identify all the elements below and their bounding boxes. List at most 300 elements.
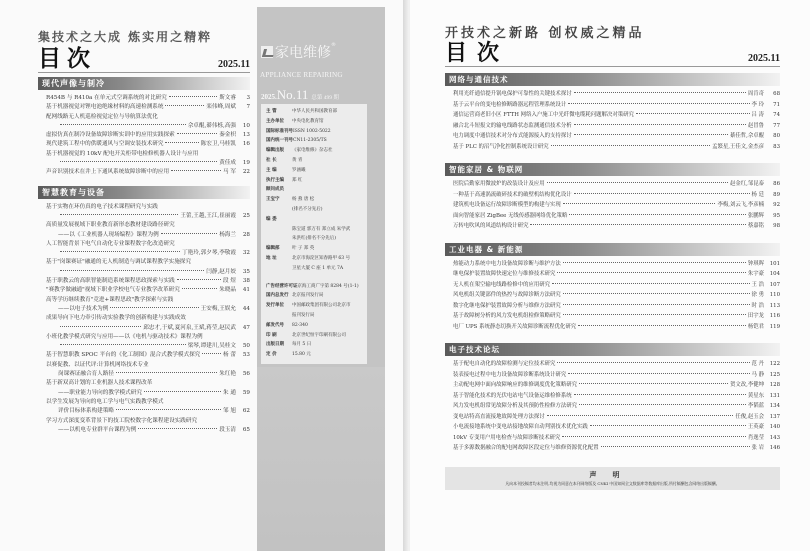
leader-dots <box>547 182 728 183</box>
entry-authors: 丁艳玲,郭夕琴,李敬霞 <box>182 250 236 257</box>
entry-title: 基于多源数据融合的配电网故障区段定位与维修资源优化配置 <box>453 445 599 451</box>
entry-title: 配网线路无人机巡检视觉定位与导航算法优化 <box>46 113 158 120</box>
toc-entry[interactable] <box>453 259 780 270</box>
toc-entry[interactable] <box>453 100 780 111</box>
entry-authors: 王英豪 <box>747 424 764 430</box>
toc-entry[interactable] <box>453 290 780 301</box>
toc-entry[interactable] <box>46 103 250 112</box>
entry-page: 119 <box>769 323 780 330</box>
entry-row <box>46 94 250 103</box>
entry-row <box>46 398 250 407</box>
entry-page: 71 <box>773 101 780 108</box>
leader-dots <box>171 170 221 171</box>
info-row <box>266 350 362 360</box>
entry-row <box>453 110 780 121</box>
entry-page: 125 <box>769 371 780 378</box>
info-value: 卫星大厦 C 座 1 单元 7A <box>292 265 344 271</box>
entry-page: 128 <box>769 382 780 388</box>
issue-no: No.11 <box>276 87 309 102</box>
entry-page: 68 <box>773 91 780 97</box>
entry-authors: 邹 旭 <box>223 408 236 415</box>
info-label: 王宝宁 <box>266 197 280 203</box>
info-value: 叶 子 郑 英 <box>292 246 315 252</box>
info-row <box>266 176 362 186</box>
toc-entry[interactable] <box>453 370 780 381</box>
toc-entry[interactable] <box>46 131 250 140</box>
leader-dots <box>161 233 218 234</box>
toc-entry[interactable] <box>453 359 780 370</box>
toc-entry[interactable] <box>46 221 250 240</box>
entry-row <box>453 259 780 270</box>
info-label: 主办单位 <box>266 118 284 124</box>
entry-row <box>46 296 250 305</box>
info-row <box>266 301 362 311</box>
info-value: 陈宝道 郭万有 郑立成 朱学武 <box>292 226 351 232</box>
leader-dots <box>579 404 746 405</box>
entry-title: 通信运营商老旧小区 FTTH 网络入户施工中光纤微电缆耗问题解决对策研究 <box>453 112 634 118</box>
info-label: 国内总发行 <box>266 293 289 299</box>
entry-authors: 闫静,赵月姣 <box>206 268 236 275</box>
entry-page: 13 <box>242 132 250 139</box>
leader-dots <box>60 161 217 162</box>
toc-entry[interactable] <box>453 412 780 423</box>
entry-title: 基于实物在环仿真的电子技术课程研究与实践 <box>46 203 158 210</box>
entry-authors: 赵金红,邹昆泰 <box>729 181 764 187</box>
leader-dots <box>563 314 746 315</box>
entry-page: 3 <box>246 95 250 101</box>
entry-page: 131 <box>769 392 780 399</box>
info-row <box>266 321 362 331</box>
logo-icon <box>261 46 273 58</box>
entry-title: 基于云平台的变电检修断路器远程管理系统设计 <box>453 101 567 108</box>
toc-entry[interactable] <box>46 314 250 333</box>
entry-title: 利用光纤通信提升锅电保护可靠性的关键技术探讨 <box>453 91 572 97</box>
info-value: 北京世纪恒宇印刷有限公司 <box>292 332 346 338</box>
entry-row <box>46 168 250 177</box>
entry-authors: 孟繁星,王佳文,金杰彦 <box>712 143 764 150</box>
info-value: CN11-2305/TS <box>293 138 327 144</box>
entry-title: 基于配电自动化的故障检测与定位技术研究 <box>453 361 556 367</box>
info-row <box>266 205 362 215</box>
entry-title: 成果导向下电力牵引传动实验教学的创新构建与实践成效 <box>46 315 186 322</box>
entry-page: 41 <box>242 287 250 294</box>
toc-entry[interactable] <box>453 89 780 100</box>
info-value: 每月 5 日 <box>292 342 312 348</box>
entry-page: 86 <box>773 181 780 187</box>
entry-row <box>46 342 250 351</box>
entry-page: 89 <box>773 191 780 198</box>
entry-title: 电力调度中通信技术对分布式能源接入的支持探讨 <box>453 133 572 139</box>
info-row <box>266 225 362 235</box>
left-issue-date: 2025.11 <box>218 59 250 70</box>
entry-list <box>38 199 250 439</box>
entry-list <box>38 90 250 182</box>
toc-entry[interactable] <box>453 131 780 142</box>
leader-dots <box>574 193 750 194</box>
entry-authors: 张 岩 <box>751 445 764 451</box>
toc-entry[interactable] <box>46 361 250 380</box>
notice-box <box>445 467 780 490</box>
toc-entry[interactable] <box>46 286 250 295</box>
right-slogan: 开技术之新路 创权威之精品 <box>445 26 645 41</box>
leader-dots <box>569 214 745 215</box>
info-row <box>266 331 362 341</box>
entry-title: 面向智能家居 ZigBee 无线传感器网络优化策略 <box>453 212 568 219</box>
entry-title: 以学生发展为导向的电工学与电气实践教学模式 <box>46 398 164 405</box>
toc-entry[interactable] <box>453 142 780 153</box>
issue-number <box>261 86 339 104</box>
entry-row <box>453 131 780 142</box>
entry-row <box>453 200 780 211</box>
entry-row <box>46 140 250 149</box>
entry-authors: 段玉清 <box>219 426 236 433</box>
entry-row <box>46 286 250 295</box>
entry-authors: 栾伟峰,周斌 <box>206 104 236 111</box>
entry-row <box>453 301 780 312</box>
entry-row <box>46 122 250 131</box>
leader-dots <box>551 145 710 146</box>
entry-title: 主动配电网中面向故障响应的维修调度优化策略研究 <box>453 382 577 388</box>
entry-page: 53 <box>242 352 250 359</box>
toc-entry[interactable] <box>453 401 780 412</box>
toc-entry[interactable] <box>453 211 780 222</box>
entry-authors: 李韬蓝 <box>747 403 764 409</box>
entry-authors: 吕 涛 <box>751 112 764 118</box>
entry-row <box>453 211 780 222</box>
info-row <box>266 215 362 225</box>
entry-row <box>453 269 780 280</box>
entry-row <box>453 190 780 201</box>
entry-page: 44 <box>242 305 250 312</box>
toc-entry[interactable] <box>46 240 250 259</box>
info-value: ISSN 1002-5022 <box>293 128 331 134</box>
entry-list <box>445 356 780 459</box>
entry-authors: 杨铠君 <box>747 323 764 330</box>
entry-page: 28 <box>242 231 250 238</box>
entry-row <box>46 417 250 426</box>
entry-authors: 黄佳成 <box>219 160 236 167</box>
leader-dots <box>60 270 204 271</box>
info-label: 地 址 <box>266 255 277 261</box>
info-row <box>266 136 362 146</box>
entry-authors: 朱红艳 <box>219 371 236 378</box>
leader-dots <box>60 326 141 327</box>
entry-page: 116 <box>769 313 780 319</box>
entry-title: 基于智能化技术的光伏电站电气设备运维检修系统 <box>453 392 572 399</box>
entry-authors: 李 玲 <box>751 101 764 108</box>
leader-dots <box>557 362 749 363</box>
entry-title: 建筑机电设备运行故障诊断模型的构建与实现 <box>453 202 561 208</box>
leader-dots <box>562 436 745 437</box>
entry-page: 47 <box>242 324 250 331</box>
entry-page: 62 <box>242 408 250 415</box>
entry-page: 146 <box>769 445 780 451</box>
leader-dots <box>60 251 180 252</box>
entry-row <box>46 203 250 212</box>
info-label: 执行主编 <box>266 177 284 183</box>
entry-authors: 朱 通 <box>223 389 236 396</box>
entry-title: ——职业能力导向的教学模式研究 <box>58 389 142 396</box>
toc-entry[interactable] <box>46 168 250 177</box>
entry-title: 数字化继电保护装置故障分析与维修方法研究 <box>453 302 561 309</box>
toc-entry[interactable] <box>453 391 780 402</box>
leader-dots <box>138 428 217 429</box>
entry-page: 25 <box>242 212 250 219</box>
leader-dots <box>530 224 745 225</box>
toc-entry[interactable] <box>453 311 780 322</box>
entry-title: 热能动力系统中电力设备故障诊断与维护方法 <box>453 260 561 267</box>
toc-entry[interactable] <box>46 258 250 277</box>
entry-title: ——以电子技术为例 <box>58 305 109 312</box>
info-row <box>266 264 362 274</box>
right-toc <box>445 22 780 490</box>
leader-dots <box>563 304 750 305</box>
entry-page: 137 <box>769 413 780 420</box>
entry-row <box>46 268 250 277</box>
entry-title: 基于 PLC 的沼气净化控制系统设计研究 <box>453 143 549 150</box>
info-label: 国内统一刊号 <box>266 138 293 144</box>
toc-entry[interactable] <box>46 398 250 417</box>
info-row <box>266 340 362 350</box>
info-label: 社 长 <box>266 157 277 163</box>
entry-title: 高等学历继续教育"竞进+课程思政"教学探索与实践 <box>46 296 174 303</box>
entry-title: 现代建筑工程中的供暖通风与空调安装技术研究 <box>46 141 164 148</box>
info-label: 主 编 <box>266 167 277 173</box>
entry-authors: 周肯奇 <box>747 91 764 97</box>
notice-text: 凡向本刊投稿者均未注明,均视为同意在本刊网络版及 CNKI 中国知网全文数据库等数据库出版,所付稿酬包含网络出版稿酬。 <box>505 480 720 486</box>
entry-title: 以赛促教、以证代评:计算机网络技术专业 <box>46 361 149 368</box>
entry-authors: 蔡嘉铭 <box>747 223 764 229</box>
info-value: 罗涵曦 <box>292 167 306 173</box>
entry-title: 虚拟仿真在制冷设备故障诊断实训中的应用实践探索 <box>46 132 175 139</box>
toc-entry[interactable] <box>46 94 250 103</box>
entry-authors: 朱晓晶 <box>219 287 236 294</box>
info-value: 报刊发行局 <box>292 312 315 318</box>
info-value: 中央电化教育馆 <box>292 118 324 124</box>
entry-row <box>453 311 780 322</box>
registered-mark: ® <box>331 42 336 48</box>
entry-row <box>46 305 250 314</box>
info-label: 定 价 <box>266 352 277 358</box>
toc-entry[interactable] <box>453 301 780 312</box>
entry-title: 融合北斗短报文的输电线路状态监测通信技术分析 <box>453 122 572 129</box>
notice-title: 声明 <box>589 470 636 479</box>
entry-row <box>453 100 780 111</box>
english-title: APPLIANCE REPAIRING <box>260 71 343 79</box>
masthead-lower-panel <box>257 367 385 551</box>
entry-title: 学习方式深度变革背景下的技工院校数字化课程建设实践研究 <box>46 417 198 424</box>
entry-authors: 王安梅,王娱允 <box>200 305 236 312</box>
entry-authors: 张鹏辉 <box>747 212 764 219</box>
info-row <box>266 166 362 176</box>
entry-authors: 田宇龙 <box>747 313 764 319</box>
entry-authors: 佘卓醌,綦伟栎,高强 <box>187 122 236 129</box>
entry-authors: 马 静 <box>751 371 764 378</box>
info-value: 京海工商广字第 8284 号(1-1) <box>297 283 359 289</box>
toc-entry[interactable] <box>453 380 780 391</box>
toc-entry[interactable] <box>46 351 250 360</box>
entry-row <box>46 249 250 258</box>
info-value: 82-340 <box>292 322 308 328</box>
entry-page: 101 <box>769 260 780 267</box>
info-value: (排名不分先后) <box>292 206 323 212</box>
entry-title: 小班化教学模式研究与应用——以《电机与驱动技术》课程为例 <box>46 333 203 340</box>
entry-page: 140 <box>769 424 780 430</box>
entry-list <box>445 176 780 237</box>
masthead-panel <box>257 7 385 551</box>
leader-dots <box>574 92 746 93</box>
toc-entry[interactable] <box>46 296 250 315</box>
entry-title: ——以机电专业群平台课程为例 <box>58 426 137 433</box>
entry-authors: 斯文睿 <box>219 95 236 101</box>
entry-row <box>46 212 250 221</box>
entry-title: 电厂 UPS 系统静态切换开关故障诊断流程优化研究 <box>453 323 577 330</box>
entry-row <box>453 412 780 423</box>
info-label: 广告经营许可证 <box>266 283 298 289</box>
leader-dots <box>177 133 218 134</box>
entry-title: 基于"岗课赛证"融通的无人机制造与调试课程教学实施探究 <box>46 259 191 266</box>
entry-title: 基于职教云的高职智能制造系统课程思政探索与实践 <box>46 278 175 285</box>
section-header: 电子技术论坛 <box>445 343 780 356</box>
toc-entry[interactable] <box>453 121 780 132</box>
entry-page: 38 <box>242 278 250 285</box>
entry-title: 小电流接地系统中变电站接地故障自动判别技术优化实践 <box>453 424 588 430</box>
leader-dots <box>574 134 728 135</box>
entry-title: 人工智能背景下电气自动化专业课程数字化改造研究 <box>46 240 175 247</box>
info-row <box>266 311 362 321</box>
entry-authors: 马 军 <box>223 169 236 176</box>
toc-entry[interactable] <box>453 200 780 211</box>
entry-row <box>453 221 780 232</box>
toc-entry[interactable] <box>46 277 250 286</box>
entry-row <box>46 314 250 323</box>
toc-entry[interactable] <box>46 333 250 352</box>
entry-authors: 杨 廷 <box>751 191 764 198</box>
toc-entry[interactable] <box>46 150 250 169</box>
entry-authors: 陈宏卫,马桂凯 <box>200 141 236 148</box>
info-label: 国际标准刊号 <box>266 128 293 134</box>
toc-entry[interactable] <box>453 221 780 232</box>
info-row <box>266 185 362 195</box>
entry-row <box>46 159 250 168</box>
info-row <box>266 291 362 301</box>
entry-row <box>46 379 250 388</box>
entry-authors: 王蕾,王越,王江,崔丽霞 <box>180 212 236 219</box>
left-title-row <box>38 45 250 73</box>
info-label: 编 委 <box>266 216 277 222</box>
leader-dots <box>60 124 186 125</box>
toc-entry[interactable] <box>46 203 250 222</box>
entry-page: 83 <box>773 143 780 150</box>
toc-entry[interactable] <box>453 433 780 444</box>
entry-authors: 杨海兰 <box>219 231 236 238</box>
entry-page: 107 <box>769 281 780 288</box>
entry-page: 98 <box>773 223 780 229</box>
entry-authors: 时 浩 <box>751 302 764 309</box>
entry-row <box>453 380 780 391</box>
entry-authors: 任俊,赵玉会 <box>735 413 764 420</box>
info-label: 印 刷 <box>266 332 277 338</box>
toc-entry[interactable] <box>453 422 780 433</box>
right-title-row <box>445 41 780 67</box>
leader-dots <box>177 279 221 280</box>
entry-page: 92 <box>773 202 780 208</box>
info-row <box>266 282 362 292</box>
toc-entry[interactable] <box>46 379 250 398</box>
toc-entry[interactable] <box>46 417 250 436</box>
info-row <box>266 244 362 254</box>
entry-row <box>453 359 780 370</box>
entry-title: 变电站特高直流接地故障处理方法探讨 <box>453 413 545 420</box>
entry-title: 装表接电过程中电力设备故障诊断系统设计研究 <box>453 371 567 378</box>
info-label: 编辑部 <box>266 246 280 252</box>
entry-title: 一种基于高速涡流破碎技术的破壁机结构优化设计 <box>453 191 572 198</box>
entry-authors: 杨 蕾 <box>223 352 236 359</box>
entry-page: 80 <box>773 133 780 139</box>
entry-page: 74 <box>773 112 780 118</box>
entry-page: 143 <box>769 434 780 441</box>
total-issue: 总第 499 期 <box>311 95 339 101</box>
entry-authors: 李梅,刘云飞,李彦楠 <box>717 202 764 208</box>
entry-page: 110 <box>769 292 780 298</box>
entry-title: 基于新双高计划的工业机器人技术课程改革 <box>46 380 153 387</box>
entry-row <box>453 290 780 301</box>
toc-entry[interactable] <box>453 269 780 280</box>
entry-authors: 徐 勇 <box>751 292 764 298</box>
toc-entry[interactable] <box>453 280 780 291</box>
toc-entry[interactable] <box>453 110 780 121</box>
entry-page: 95 <box>773 212 780 219</box>
toc-entry[interactable] <box>453 443 780 454</box>
entry-authors: 肖逸莹 <box>747 434 764 441</box>
entry-authors: 贺文改,李健坤 <box>729 382 764 388</box>
toc-entry[interactable] <box>453 190 780 201</box>
left-slogan: 集技术之大成 炼实用之精粹 <box>38 30 213 44</box>
right-issue-date: 2025.11 <box>748 53 780 64</box>
entry-row <box>453 89 780 100</box>
leader-dots <box>563 203 716 204</box>
left-toc-title: 目次 <box>38 46 96 72</box>
entry-row <box>46 277 250 286</box>
entry-page: 134 <box>769 403 780 409</box>
info-row <box>266 127 362 137</box>
leader-dots <box>202 353 221 354</box>
entry-row <box>46 103 250 112</box>
entry-row <box>453 433 780 444</box>
entry-title: 基于智慧职教 SPOC 平台的《化工制图》混合式教学模式探究 <box>46 352 201 359</box>
entry-row <box>46 258 250 267</box>
info-row <box>266 117 362 127</box>
leader-dots <box>574 394 746 395</box>
info-row <box>266 195 362 205</box>
entry-page: 113 <box>769 302 780 309</box>
entry-authors: 秦金枳 <box>219 132 236 139</box>
info-row <box>266 156 362 166</box>
entry-row <box>453 142 780 153</box>
toc-entry[interactable] <box>46 113 250 132</box>
entry-authors: 段 煜 <box>223 278 236 285</box>
entry-authors: 梁琴,谭建川,吴桂文 <box>187 343 236 350</box>
toc-entry[interactable] <box>453 179 780 190</box>
entry-row <box>453 443 780 454</box>
entry-title: 医院后勤家用微波炉的改装设计及应用 <box>453 181 545 187</box>
leader-dots <box>116 372 217 373</box>
entry-list <box>445 86 780 157</box>
toc-entry[interactable] <box>453 322 780 333</box>
toc-entry[interactable] <box>46 140 250 149</box>
entry-page: 22 <box>242 169 250 176</box>
entry-row <box>453 422 780 433</box>
